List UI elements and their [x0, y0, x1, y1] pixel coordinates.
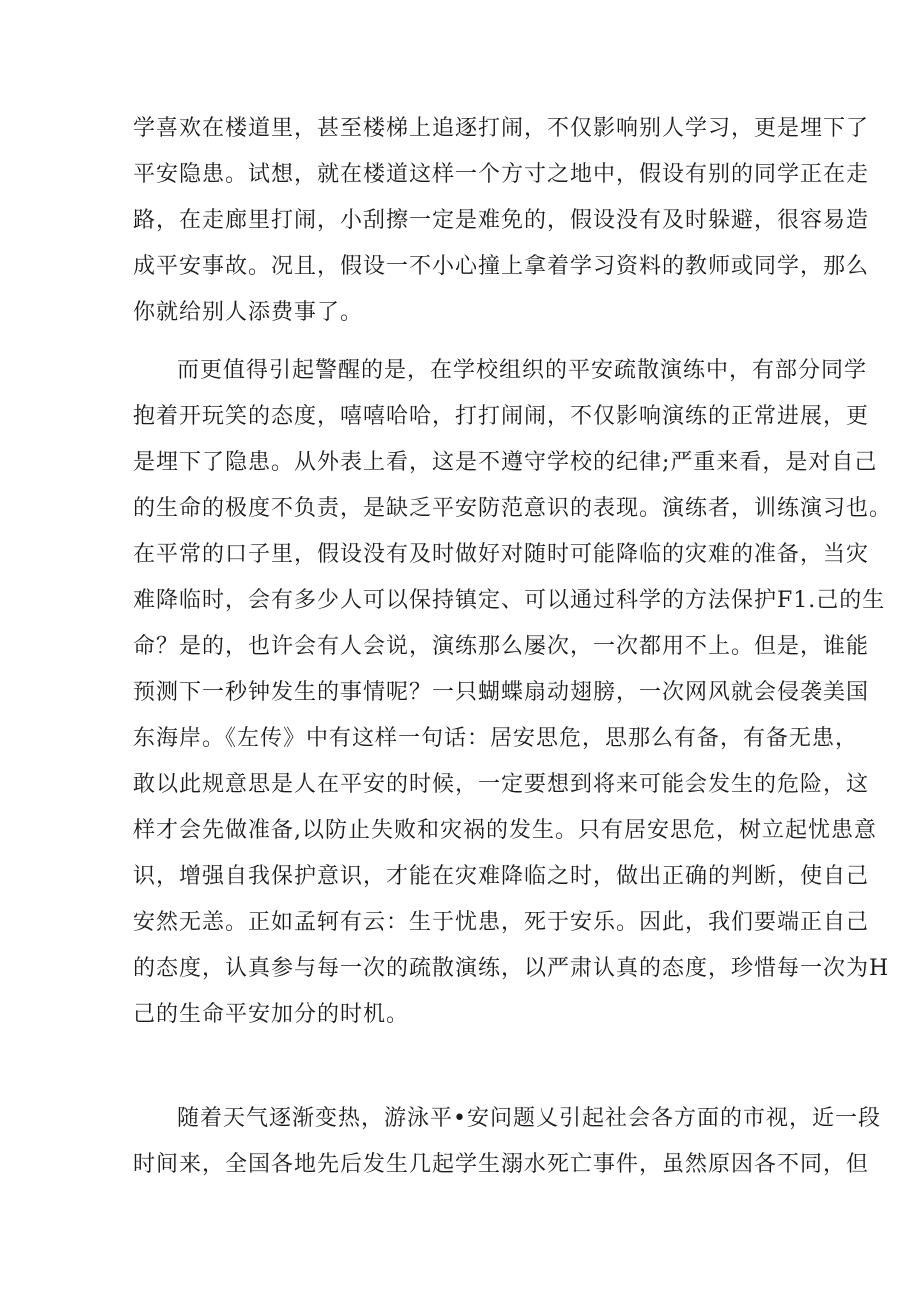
- text-line: 而更值得引起警醒的是，在学校组织的平安疏散演练中，有部分同学: [177, 358, 868, 383]
- text-line: 命？是的，也许会有人会说，演练那么屡次，一次都用不上。但是，谁能: [133, 634, 870, 659]
- paragraph-spacer: [133, 336, 813, 348]
- text-line: 难降临时，会有多少人可以保持镇定、可以通过科学的方法保护F1.己的生: [133, 588, 886, 613]
- paragraph-2: [133, 348, 893, 1084]
- text-line: 敢以此规意思是人在平安的时候，一定要想到将来可能会发生的危险，这: [133, 772, 870, 797]
- text-line: 时间来，全国各地先后发生几起学生溺水死亡事件，虽然原因各不同，但: [133, 1152, 870, 1177]
- document-body: [133, 106, 893, 1188]
- text-line: 东海岸。《左传》中有这样一句话：居安思危，思那么有备，有备无患，: [133, 726, 859, 751]
- text-line: 路，在走廊里打闹，小刮擦一定是难免的，假设没有及时躲避，很容易造: [133, 208, 870, 233]
- text-line: 平安隐患。试想，就在楼道这样一个方寸之地中，假设有别的同学正在走: [133, 162, 870, 187]
- text-line: 预测下一秒钟发生的事情呢？一只蝴蝶扇动翅膀，一次网风就会侵袭美国: [133, 680, 870, 705]
- text-line: 安然无恙。正如孟轲有云：生于忧患，死于安乐。因此，我们要端正自己: [133, 910, 870, 935]
- text-line: 的态度，认真参与每一次的疏散演练，以严肃认真的态度，珍惜每一次为H: [133, 956, 890, 981]
- text-line: 在平常的口子里，假设没有及时做好对随时可能降临的灾难的准备，当灾: [133, 542, 870, 567]
- paragraph-spacer: [133, 1084, 813, 1096]
- paragraph-3: [133, 1096, 881, 1188]
- text-line: 学喜欢在楼道里，甚至楼梯上追逐打闹，不仅影响别人学习，更是埋下了: [133, 116, 870, 141]
- text-line: 样才会先做准备,以防止失败和灾祸的发生。只有居安思危，树立起忧患意: [133, 818, 877, 843]
- paragraph-1: [133, 106, 870, 336]
- text-line: 识，增强自我保护意识，才能在灾难降临之时，做出正确的判断，使自己: [133, 864, 870, 889]
- text-line: 成平安事故。况且，假设一不小心撞上拿着学习资料的教师或同学，那么: [133, 254, 870, 279]
- text-line: [133, 1038, 813, 1084]
- text-line: 抱着开玩笑的态度，嘻嘻哈哈，打打闹闹，不仅影响演练的正常进展，更: [133, 404, 870, 429]
- text-line: 己的生命平安加分的时机。: [133, 1002, 410, 1027]
- text-line: 的生命的极度不负责，是缺乏平安防范意识的表现。演练者，训练演习也。: [133, 496, 893, 521]
- text-line: 你就给别人添费事了。: [133, 300, 364, 325]
- text-line: 是埋下了隐患。从外表上看，这是不遵守学校的纪律;严重来看，是对自己: [133, 450, 878, 475]
- text-line: 随着天气逐渐变热，游泳平•安问题乂引起社会各方面的市视，近一段: [177, 1106, 881, 1131]
